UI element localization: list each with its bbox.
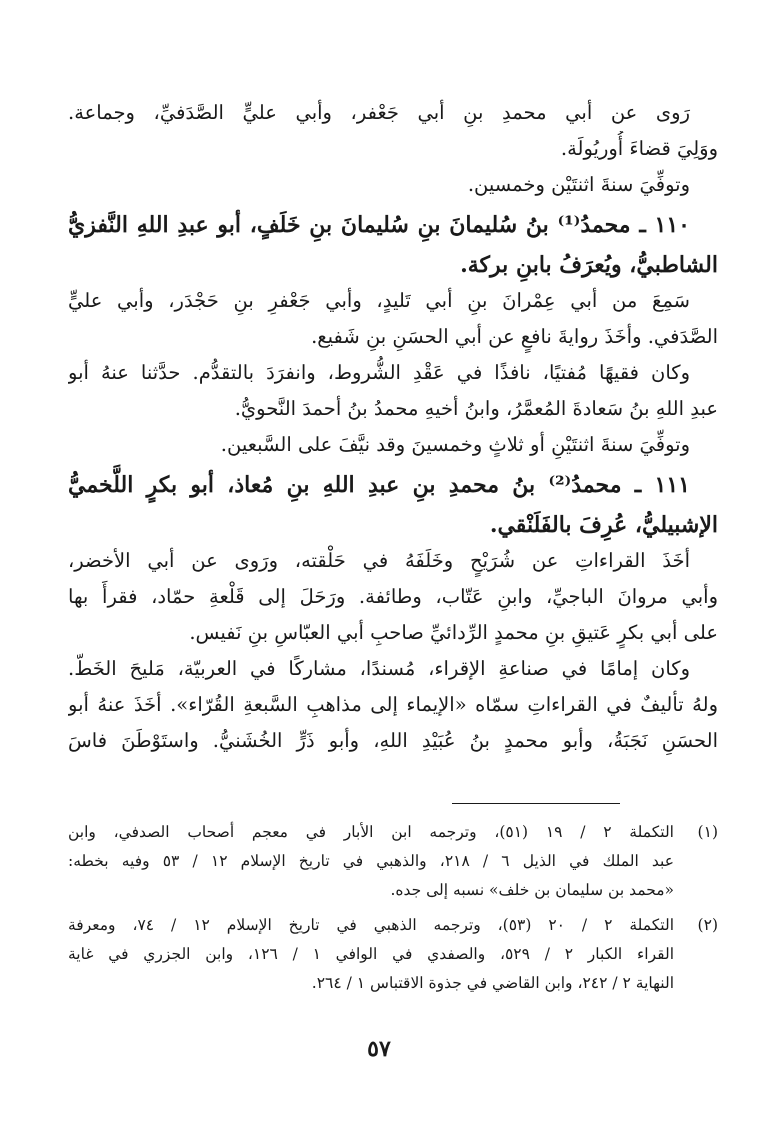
text-line: وكان إمامًا في صناعةِ الإقراء، مُسندًا، مشاركًا في العربيّة، مَليحَ الخَطّ. [68,657,690,680]
footnotes [68,818,718,998]
text-line: أخَذَ القراءاتِ عن شُرَيْحٍ وخَلَفَهُ في حَلْقته، ورَوى عن أبي الأخضر، [68,549,690,572]
footnote-line: النهاية ٢ / ٢٤٢، وابن القاضي في جذوة الاقتباس ١ / ٢٦٤. [311,974,674,992]
footnote-separator [452,803,620,804]
footnote-line: التكملة ٢ / ٢٠ (٥٣)، وترجمه الذهبي في تاريخ الإسلام ١٢ / ٧٤، ومعرفة [68,916,674,934]
text-line: سَمِعَ من أبي عِمْرانَ بنِ أبي تَليدٍ، وأبي جَعْفرِ بنِ حَجْدَر، وأبي عليٍّ [68,289,690,312]
entry-heading-111-cont: الإشبيليُّ، عُرِفَ بالفَلَنْقي. [489,512,718,538]
text-line: وتوفِّيَ سنةَ اثنتَيْنِ أو ثلاثٍ وخمسينَ وقد نيَّفَ على السَّبعين. [220,433,690,456]
entry-heading-110: ١١٠ ـ محمدُ⁽¹⁾ بنُ سُليمانَ بنِ سُليمانَ بنِ خَلَفٍ، أبو عبدِ اللهِ النَّفزيُّ [68,212,690,238]
text-line: الحسَنِ نَجَبَةُ، وأبو محمدٍ بنُ عُبَيْدِ اللهِ، وأبو ذَرٍّ الخُشَنيُّ. واستَوْطَنَ فاسَ [68,729,718,752]
footnote-line: القراء الكبار ٢ / ٥٢٩، والصفدي في الوافي ١ / ١٢٦، وابن الجزري في غاية [68,945,674,963]
text-line: وأبي مروانَ الباجيِّ، وابنِ عَتّاب، وطائفة. ورَحَلَ إلى قَلْعةِ حمّاد، فقرأَ بها [68,585,718,608]
text-line: الصَّدَفي. وأخَذَ روايةَ نافعٍ عن أبي الحسَنِ بنِ شَفيع. [311,325,718,348]
footnote-1 [68,818,718,847]
text-line: ولهُ تأليفٌ في القراءاتِ سمّاه «الإيماء إلى مذاهبِ السَّبعةِ القُرّاء». أخَذَ عنهُ أبو [68,693,718,716]
footnote-number: (١) [697,823,718,841]
footnote-number: (٢) [697,916,718,934]
entry-heading-111: ١١١ ـ محمدُ⁽²⁾ بنُ محمدِ بنِ عبدِ اللهِ بنِ مُعاذ، أبو بكرٍ اللَّخميُّ [68,472,690,498]
text-line: رَوى عن أبي محمدِ بنِ أبي جَعْفر، وأبي عليٍّ الصَّدَفيِّ، وجماعة. [68,101,690,124]
footnote-line: «محمد بن سليمان بن خلف» نسبه إلى جده. [390,881,674,899]
text-line: عبدِ اللهِ بنُ سَعادةَ المُعمَّرُ، وابنُ أخيهِ محمدُ بنُ أحمدَ النَّحويُّ. [234,397,718,420]
main-text [68,95,718,759]
text-line: وتوفِّيَ سنةَ اثنتَيْن وخمسين. [467,173,690,196]
footnote-line: عبد الملك في الذيل ٦ / ٢١٨، والذهبي في تاريخ الإسلام ١٢ / ٥٣ وفيه بخطه: [68,852,674,870]
page-number: ٥٧ [367,1036,391,1062]
text-line: على أبي بكرٍ عَتيقِ بنِ محمدٍ الرِّدائيِّ صاحبِ أبي العبّاسِ بنِ نَفيس. [189,621,718,644]
footnote-2 [68,911,718,940]
entry-heading-110-cont: الشاطبيُّ، ويُعرَفُ بابنِ بركة. [460,252,718,278]
text-line: وكان فقيهًا مُفتيًا، نافذًا في عَقْدِ الشُّروط، وانفرَدَ بالتقدُّم. حدَّثنا عنهُ أبو [68,361,690,384]
footnote-line: التكملة ٢ / ١٩ (٥١)، وترجمه ابن الأبار في معجم أصحاب الصدفي، وابن [68,823,674,841]
text-line: ووَلِيَ قضاءَ أُوريُولَة. [560,137,718,160]
